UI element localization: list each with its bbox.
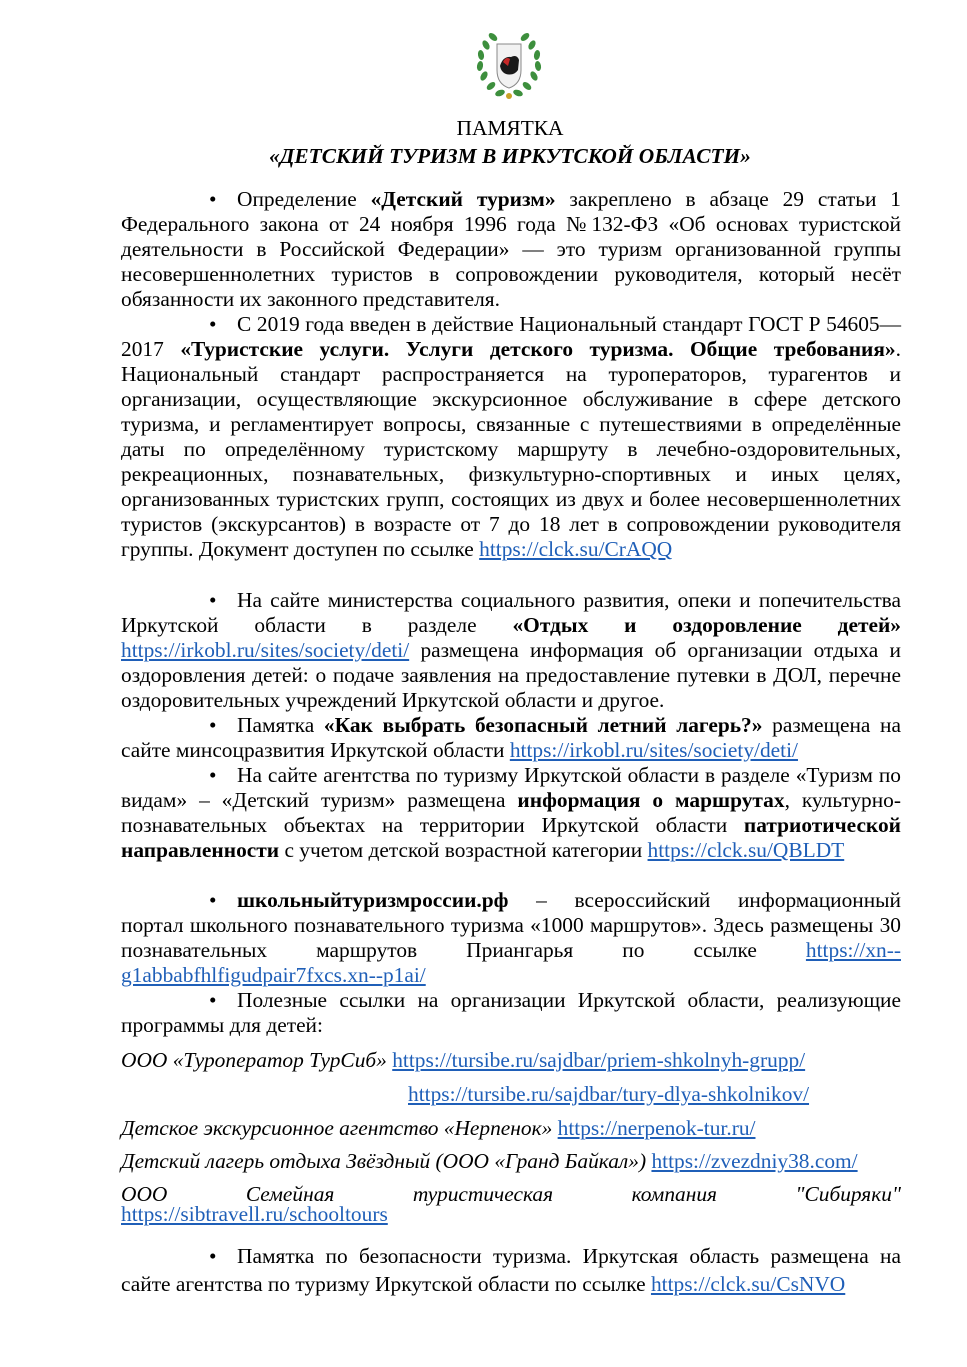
page-subtitle: «ДЕТСКИЙ ТУРИЗМ В ИРКУТСКОЙ ОБЛАСТИ»	[269, 144, 751, 168]
paragraph-definition: • Определение «Детский туризм» закреплено в абзаце 29 статьи 1 Федерального закона от 24 ноября 1996 года №132-ФЗ «Об основах туристской деятельности в Российской Федерации» — это туризм организованной группы несовершеннолетних туристов в сопровождении руководителя, который несёт обязанности их законного представителя.	[121, 187, 901, 311]
irkutsk-coat-of-arms-emblem	[470, 26, 548, 102]
paragraph-safe-camp-memo: • Памятка «Как выбрать безопасный летний лагерь?» размещена на сайте минсоцразвития Иркутской области https://irkobl.ru/sites/society/deti/	[121, 713, 901, 762]
org-tursib-second-link	[408, 1082, 809, 1107]
link-nerpenok[interactable]: https://nerpenok-tur.ru/	[557, 1116, 756, 1140]
paragraph-gost-standard: • С 2019 года введен в действие Национальный стандарт ГОСТ Р 54605— 2017 «Туристские услуги. Услуги детского туризма. Общие требования». Национальный стандарт распространяется на туроператоров, турагентов и организации, осуществляющие экскурсионное обслуживание в сфере детского туризма, и регламентирует вопросы, связанные с путешествиями в определённые даты по определённому туристскому маршруту в лечебно-оздоровительных, рекреационных, познавательных, физкультурно-спортивных и иных целях, организованных туристских групп, состоящих из двух и более несовершеннолетних туристов (экскурсантов) в возрасте от 7 до 18 лет в сопровождении руководителя группы. Документ доступен по ссылке https://clck.su/CrAQQ	[121, 312, 901, 561]
org-sibiryaki-name: ООО Семейная туристическая компания "Сибиряки"	[121, 1182, 901, 1206]
link-irkobl-deti-memo[interactable]: https://irkobl.ru/sites/society/deti/	[509, 738, 798, 762]
link-irkobl-deti[interactable]: https://irkobl.ru/sites/society/deti/	[121, 638, 410, 662]
paragraph-safety-memo: • Памятка по безопасности туризма. Иркутская область размещена на сайте агентства по туризму Иркутской области по ссылке https://clck.su/CsNVO	[121, 1244, 901, 1296]
bullet: •	[209, 312, 217, 336]
link-zvezdniy38[interactable]: https://zvezdniy38.com/	[651, 1149, 858, 1173]
org-sibiryaki-link-row	[121, 1202, 901, 1227]
link-csnvo[interactable]: https://clck.su/CsNVO	[650, 1272, 846, 1296]
link-tursib-groups[interactable]: https://tursibe.ru/sajdbar/priem-shkolnyh-grupp/	[392, 1048, 806, 1072]
bullet: •	[209, 988, 217, 1012]
page-title: ПАМЯТКА	[456, 116, 564, 140]
org-nerpenok	[121, 1116, 901, 1141]
paragraph-useful-links: • Полезные ссылки на организации Иркутской области, реализующие программы для детей:	[121, 988, 901, 1037]
org-nerpenok-name: Детское экскурсионное агентство «Нерпенок»	[121, 1116, 553, 1140]
paragraph-ministry-site: • На сайте министерства социального развития, опеки и попечительства Иркутской области в разделе «Отдых и оздоровление детей» https://irkobl.ru/sites/society/deti/ размещена информация об организации отдыха и оздоровления детей: о подаче заявления на предоставление путевки в ДОЛ, перечне оздоровительных учреждений Иркутской области и другое.	[121, 588, 901, 712]
link-school-tourism-portal[interactable]: https://xn--g1abbabfhlfigudpair7fxcs.xn--p1ai/	[121, 938, 901, 987]
link-gost-document[interactable]: https://clck.su/CrAQQ	[479, 537, 673, 561]
link-tursib-tours[interactable]: https://tursibe.ru/sajdbar/tury-dlya-shkolnikov/	[408, 1082, 810, 1106]
bullet: •	[209, 713, 217, 737]
link-qbldt[interactable]: https://clck.su/QBLDT	[647, 838, 845, 862]
bullet: •	[209, 888, 217, 912]
bullet: •	[209, 1244, 217, 1268]
bullet: •	[209, 588, 217, 612]
org-zvezdny	[121, 1149, 901, 1174]
link-sibtravell[interactable]: https://sibtravell.ru/schooltours	[121, 1202, 388, 1226]
paragraph-school-tourism-portal: • школьныйтуризмроссии.рф – всероссийский информационный портал школьного познавательного туризма «1000 маршрутов». Здесь размещены 30 познавательных маршрутов Приангарья по ссылке https://xn--g1abbabfhlfigudpair7fxcs.xn--p1ai/	[121, 888, 901, 987]
org-tursib-name: ООО «Туроператор ТурСиб»	[121, 1048, 387, 1072]
bullet: •	[209, 763, 217, 787]
org-tursib	[121, 1048, 901, 1073]
bullet: •	[209, 187, 217, 211]
org-zvezdny-name: Детский лагерь отдыха Звёздный (ООО «Гранд Байкал»)	[121, 1149, 647, 1173]
paragraph-tourism-agency: • На сайте агентства по туризму Иркутской области в разделе «Туризм по видам» – «Детский туризм» размещена информация о маршрутах, культурно-познавательных объектах на территории Иркутской области патриотической направленности с учетом детской возрастной категории https://clck.su/QBLDT	[121, 763, 902, 862]
